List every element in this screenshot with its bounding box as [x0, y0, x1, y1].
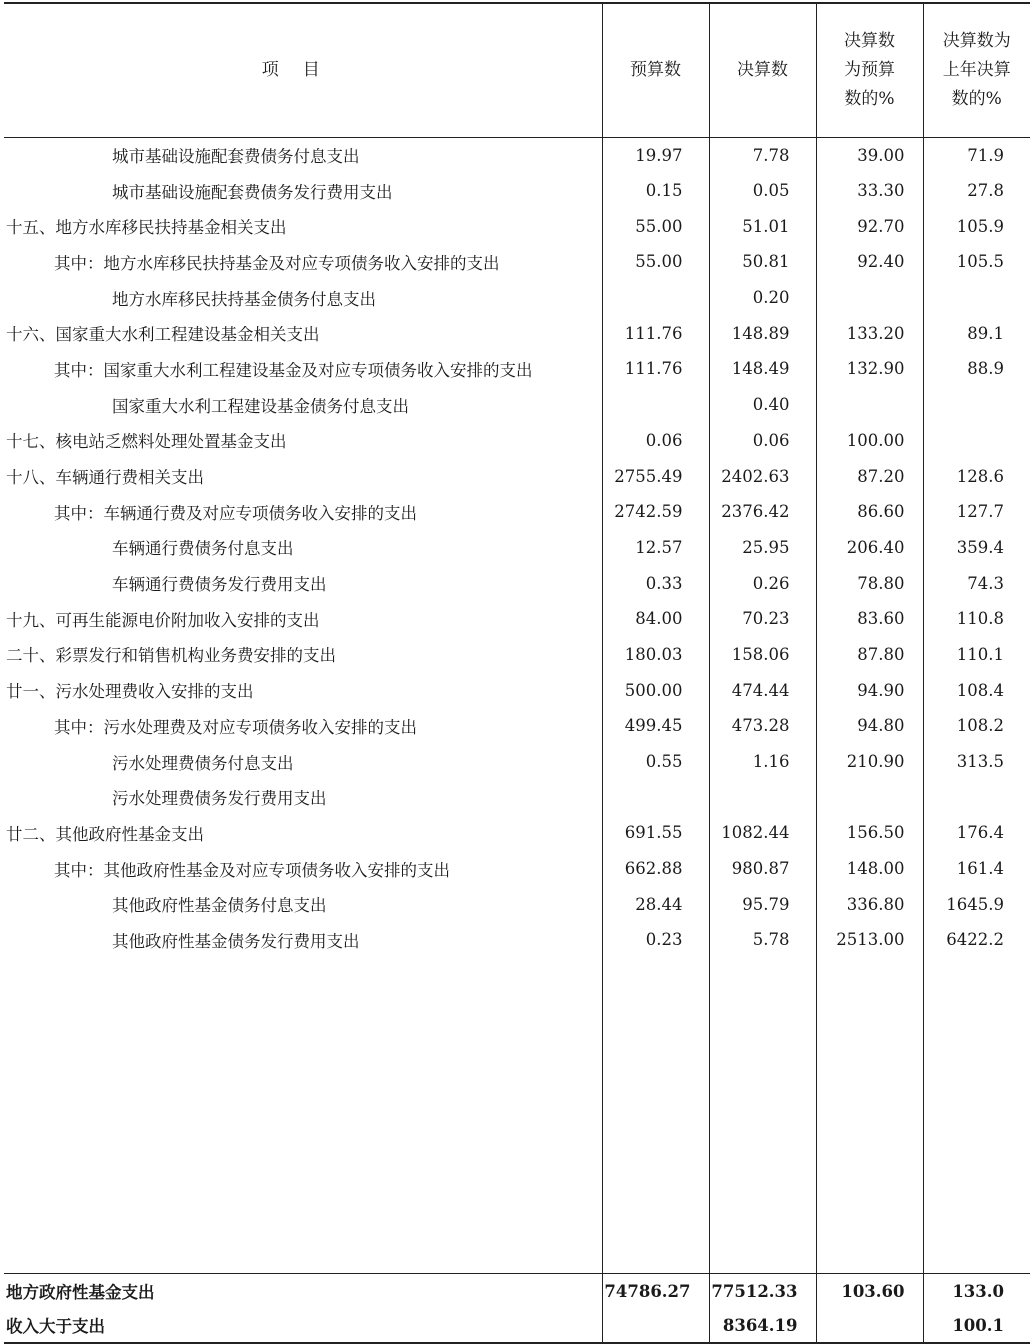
- table-header: [4, 3, 1030, 137]
- row-label: 廿一、污水处理费收入安排的支出: [6, 682, 254, 702]
- table-totals: [4, 1273, 1030, 1343]
- row-final: 0.05: [709, 173, 816, 209]
- header-pct-budget: 决算数为预算数的%: [816, 3, 923, 137]
- table-row: [4, 530, 1030, 566]
- row-pct-budget: 132.90: [816, 351, 923, 387]
- blank-spacer-row: [4, 958, 1030, 1274]
- table-row: [4, 280, 1030, 316]
- table-row: [4, 315, 1030, 351]
- row-pct-last: 1645.9: [923, 886, 1030, 922]
- row-budget: 499.45: [602, 708, 709, 744]
- table-row: [4, 779, 1030, 815]
- row-label: 其他政府性基金债务付息支出: [112, 896, 327, 916]
- row-pct-budget: 92.40: [816, 244, 923, 280]
- surplus-label: 收入大于支出: [4, 1308, 602, 1343]
- row-final: 473.28: [709, 708, 816, 744]
- row-pct-budget: 92.70: [816, 208, 923, 244]
- header-final: 决算数: [709, 3, 816, 137]
- row-label: 国家重大水利工程建设基金债务付息支出: [112, 396, 409, 416]
- row-budget: 111.76: [602, 351, 709, 387]
- table-row: [4, 137, 1030, 173]
- table-row: [4, 637, 1030, 673]
- row-pct-budget: 87.20: [816, 458, 923, 494]
- row-budget: 55.00: [602, 244, 709, 280]
- row-budget: 12.57: [602, 530, 709, 566]
- table-row: [4, 922, 1030, 958]
- row-pct-budget: 2513.00: [816, 922, 923, 958]
- row-pct-last: 359.4: [923, 530, 1030, 566]
- row-pct-last: 105.5: [923, 244, 1030, 280]
- row-final: 1082.44: [709, 815, 816, 851]
- row-pct-last: 88.9: [923, 351, 1030, 387]
- row-final: 7.78: [709, 137, 816, 173]
- row-final: 148.49: [709, 351, 816, 387]
- row-budget: [602, 280, 709, 316]
- row-pct-last: 110.1: [923, 637, 1030, 673]
- table-row: [4, 565, 1030, 601]
- total-label: 地方政府性基金支出: [4, 1273, 602, 1308]
- row-budget: 180.03: [602, 637, 709, 673]
- row-budget: 19.97: [602, 137, 709, 173]
- row-pct-last: 27.8: [923, 173, 1030, 209]
- header-budget: 预算数: [602, 3, 709, 137]
- expenditure-table: [4, 2, 1030, 1344]
- row-label: 十七、核电站乏燃料处理处置基金支出: [6, 432, 287, 452]
- surplus-pct-last: 100.1: [923, 1308, 1030, 1343]
- row-label: 十八、车辆通行费相关支出: [6, 468, 204, 488]
- row-final: 1.16: [709, 744, 816, 780]
- row-pct-last: 108.2: [923, 708, 1030, 744]
- row-label: 污水处理费债务付息支出: [112, 753, 294, 773]
- row-budget: 691.55: [602, 815, 709, 851]
- row-pct-budget: 133.20: [816, 315, 923, 351]
- row-label: 其中：其他政府性基金及对应专项债务收入安排的支出: [54, 860, 450, 880]
- table-row: [4, 494, 1030, 530]
- row-budget: 0.15: [602, 173, 709, 209]
- row-label: 二十、彩票发行和销售机构业务费安排的支出: [6, 646, 336, 666]
- row-pct-last: 313.5: [923, 744, 1030, 780]
- row-pct-budget: 33.30: [816, 173, 923, 209]
- row-budget: 0.23: [602, 922, 709, 958]
- row-budget: 0.33: [602, 565, 709, 601]
- header-pct-last-year: 决算数为上年决算数的%: [923, 3, 1030, 137]
- row-pct-last: 89.1: [923, 315, 1030, 351]
- row-label: 城市基础设施配套费债务发行费用支出: [112, 182, 393, 202]
- row-label: 其中：国家重大水利工程建设基金及对应专项债务收入安排的支出: [54, 360, 533, 380]
- row-label: 地方水库移民扶持基金债务付息支出: [112, 289, 376, 309]
- row-pct-budget: 86.60: [816, 494, 923, 530]
- row-pct-budget: 94.80: [816, 708, 923, 744]
- table-row: [4, 708, 1030, 744]
- row-final: 51.01: [709, 208, 816, 244]
- row-pct-last: 71.9: [923, 137, 1030, 173]
- header-item: 项目: [4, 3, 602, 137]
- row-final: 158.06: [709, 637, 816, 673]
- table-row: [4, 672, 1030, 708]
- row-pct-budget: 336.80: [816, 886, 923, 922]
- row-pct-budget: 206.40: [816, 530, 923, 566]
- row-final: 95.79: [709, 886, 816, 922]
- surplus-final: 8364.19: [709, 1308, 816, 1343]
- row-final: 50.81: [709, 244, 816, 280]
- row-pct-budget: 156.50: [816, 815, 923, 851]
- row-pct-budget: [816, 387, 923, 423]
- total-pct-budget: 103.60: [816, 1273, 923, 1308]
- row-pct-last: 128.6: [923, 458, 1030, 494]
- row-pct-last: 105.9: [923, 208, 1030, 244]
- row-pct-budget: 78.80: [816, 565, 923, 601]
- row-budget: 2755.49: [602, 458, 709, 494]
- row-pct-last: 108.4: [923, 672, 1030, 708]
- row-budget: 662.88: [602, 851, 709, 887]
- row-final: 0.40: [709, 387, 816, 423]
- row-final: [709, 779, 816, 815]
- row-label: 污水处理费债务发行费用支出: [112, 789, 327, 809]
- table-row: [4, 886, 1030, 922]
- row-pct-budget: 100.00: [816, 423, 923, 459]
- row-final: 2402.63: [709, 458, 816, 494]
- table-row: [4, 851, 1030, 887]
- table-row: [4, 208, 1030, 244]
- table-row: [4, 173, 1030, 209]
- row-pct-budget: 39.00: [816, 137, 923, 173]
- table-body: [4, 137, 1030, 1273]
- row-final: 980.87: [709, 851, 816, 887]
- row-pct-last: [923, 779, 1030, 815]
- row-budget: [602, 779, 709, 815]
- table-row: [4, 815, 1030, 851]
- row-final: 0.20: [709, 280, 816, 316]
- row-label: 廿二、其他政府性基金支出: [6, 824, 204, 844]
- total-row: [4, 1273, 1030, 1308]
- row-final: 0.06: [709, 423, 816, 459]
- surplus-budget: [602, 1308, 709, 1343]
- row-pct-last: 127.7: [923, 494, 1030, 530]
- row-pct-last: [923, 280, 1030, 316]
- table-row: [4, 458, 1030, 494]
- row-pct-budget: 148.00: [816, 851, 923, 887]
- row-pct-budget: 87.80: [816, 637, 923, 673]
- total-budget: 74786.27: [602, 1273, 709, 1308]
- row-label: 其中：地方水库移民扶持基金及对应专项债务收入安排的支出: [54, 253, 500, 273]
- table-row: [4, 351, 1030, 387]
- row-label: 其他政府性基金债务发行费用支出: [112, 931, 360, 951]
- surplus-pct-budget: [816, 1308, 923, 1343]
- row-label: 车辆通行费债务付息支出: [112, 539, 294, 559]
- row-budget: 2742.59: [602, 494, 709, 530]
- row-final: 148.89: [709, 315, 816, 351]
- table-row: [4, 387, 1030, 423]
- table-row: [4, 244, 1030, 280]
- total-final: 77512.33: [709, 1273, 816, 1308]
- row-budget: 500.00: [602, 672, 709, 708]
- row-pct-last: 161.4: [923, 851, 1030, 887]
- row-label: 十六、国家重大水利工程建设基金相关支出: [6, 325, 320, 345]
- row-budget: 84.00: [602, 601, 709, 637]
- row-pct-budget: 94.90: [816, 672, 923, 708]
- row-label: 十九、可再生能源电价附加收入安排的支出: [6, 610, 320, 630]
- table-row: [4, 744, 1030, 780]
- row-label: 车辆通行费债务发行费用支出: [112, 575, 327, 595]
- row-pct-last: 176.4: [923, 815, 1030, 851]
- row-pct-last: 6422.2: [923, 922, 1030, 958]
- row-pct-last: [923, 423, 1030, 459]
- table-row: [4, 601, 1030, 637]
- row-final: 5.78: [709, 922, 816, 958]
- row-final: 0.26: [709, 565, 816, 601]
- row-budget: [602, 387, 709, 423]
- table-row: [4, 423, 1030, 459]
- row-final: 70.23: [709, 601, 816, 637]
- surplus-row: [4, 1308, 1030, 1343]
- row-budget: 0.06: [602, 423, 709, 459]
- row-label: 十五、地方水库移民扶持基金相关支出: [6, 218, 287, 238]
- total-pct-last: 133.0: [923, 1273, 1030, 1308]
- row-label: 城市基础设施配套费债务付息支出: [112, 147, 360, 167]
- row-pct-budget: [816, 779, 923, 815]
- row-pct-budget: [816, 280, 923, 316]
- row-final: 2376.42: [709, 494, 816, 530]
- row-pct-last: [923, 387, 1030, 423]
- row-budget: 55.00: [602, 208, 709, 244]
- row-pct-budget: 83.60: [816, 601, 923, 637]
- row-pct-budget: 210.90: [816, 744, 923, 780]
- row-label: 其中：车辆通行费及对应专项债务收入安排的支出: [54, 503, 417, 523]
- row-pct-last: 110.8: [923, 601, 1030, 637]
- row-budget: 28.44: [602, 886, 709, 922]
- row-budget: 0.55: [602, 744, 709, 780]
- row-final: 25.95: [709, 530, 816, 566]
- row-label: 其中：污水处理费及对应专项债务收入安排的支出: [54, 717, 417, 737]
- row-budget: 111.76: [602, 315, 709, 351]
- row-final: 474.44: [709, 672, 816, 708]
- row-pct-last: 74.3: [923, 565, 1030, 601]
